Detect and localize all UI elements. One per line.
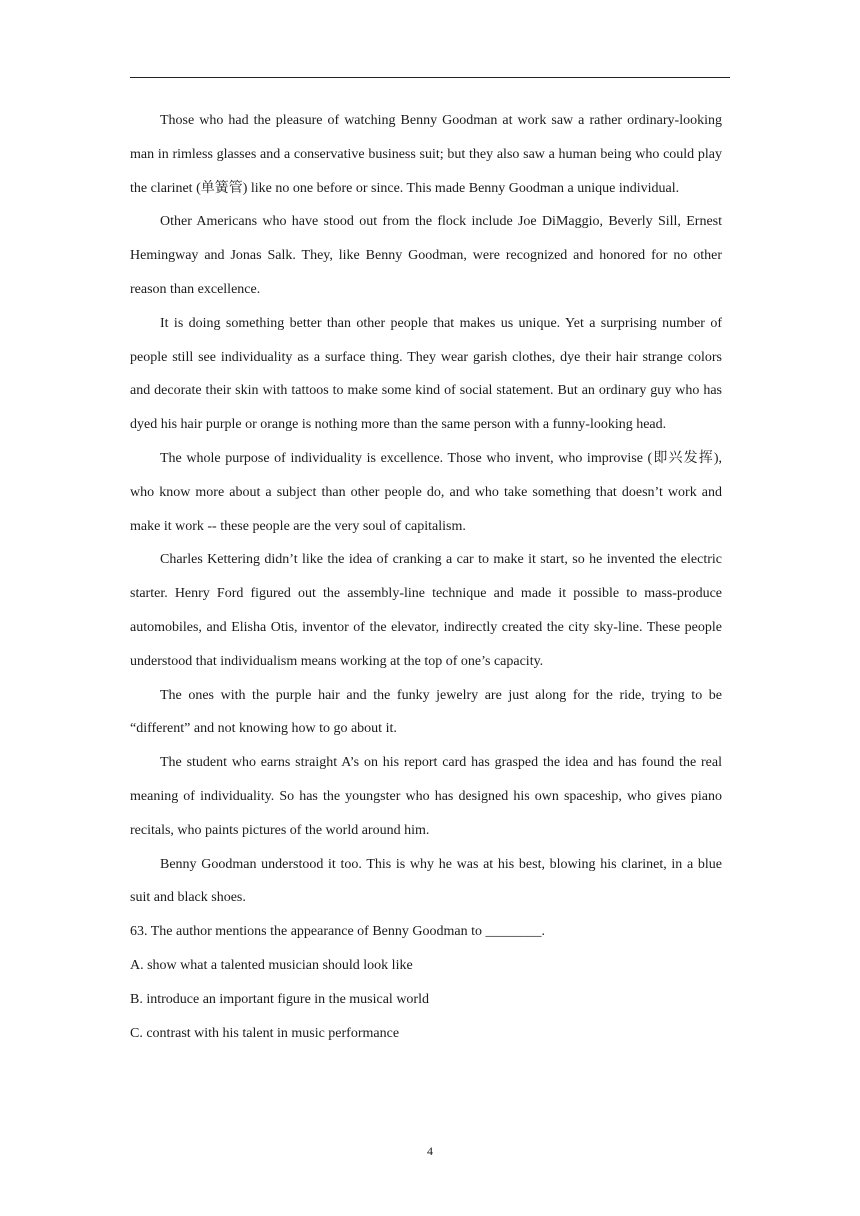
option-a: A. show what a talented musician should look like xyxy=(130,957,413,973)
paragraph-2: Other Americans who have stood out from the flock include Joe DiMaggio, Beverly Sill, Ernest Hemingway and Jonas Salk. They, like Benny Goodman, were recognized and honored for no other reason than excellence. xyxy=(130,214,722,297)
paragraph-8: Benny Goodman understood it too. This is why he was at his best, blowing his clarinet, in a blue suit and black shoes. xyxy=(130,856,722,906)
passage-content xyxy=(130,104,722,1050)
header-rule xyxy=(130,77,730,78)
paragraph-7: The student who earns straight A’s on his report card has grasped the idea and has found the real meaning of individuality. So has the youngster who has designed his own spaceship, who gives piano recitals, who paints pictures of the world around him. xyxy=(130,755,722,838)
paragraph-6: The ones with the purple hair and the funky jewelry are just along for the ride, trying to be “different” and not knowing how to go about it. xyxy=(130,687,722,737)
question-63-stem: 63. The author mentions the appearance of Benny Goodman to ________. xyxy=(130,924,545,940)
paragraph-5: Charles Kettering didn’t like the idea of cranking a car to make it start, so he invented the electric starter. Henry Ford figured out the assembly-line technique and made it possible to mass-produce automobiles, and Elisha Otis, inventor of the elevator, indirectly created the city sky-line. These people understood that individualism means working at the top of one’s capacity. xyxy=(130,552,722,669)
paragraph-1: Those who had the pleasure of watching Benny Goodman at work saw a rather ordinary-looking man in rimless glasses and a conservative business suit; but they also saw a human being who could play the clarinet (单簧管) like no one before or since. This made Benny Goodman a unique individual. xyxy=(130,113,722,196)
page-number: 4 xyxy=(427,1144,433,1158)
paragraph-3: It is doing something better than other people that makes us unique. Yet a surprising number of people still see individuality as a surface thing. They wear garish clothes, dye their hair strange colors and decorate their skin with tattoos to make some kind of social statement. But an ordinary guy who has dyed his hair purple or orange is nothing more than the same person with a funny-looking head. xyxy=(130,315,722,433)
paragraph-4: The whole purpose of individuality is excellence. Those who invent, who improvise (即兴发挥), who know more about a subject than other people do, and who take something that doesn’t work and make it work -- these people are the very soul of capitalism. xyxy=(130,450,722,534)
option-c: C. contrast with his talent in music performance xyxy=(130,1025,400,1041)
option-b: B. introduce an important figure in the musical world xyxy=(130,991,429,1007)
